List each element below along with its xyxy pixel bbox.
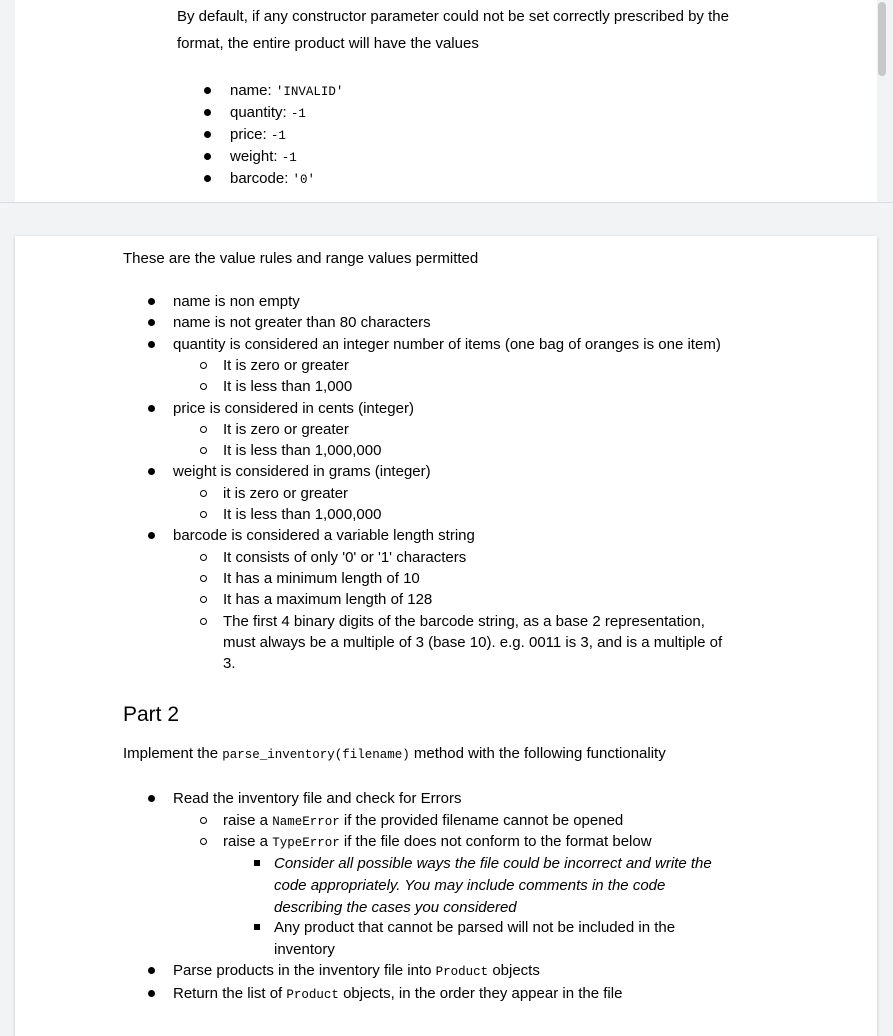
- default-name: name: 'INVALID': [230, 82, 344, 99]
- square-bullet: [254, 924, 260, 930]
- page-gap: [0, 202, 893, 236]
- default-weight: weight: -1: [230, 148, 297, 165]
- bullet: [148, 532, 155, 539]
- bullet: [148, 795, 155, 802]
- bullet: [204, 175, 211, 182]
- rule-quantity: quantity is considered an integer number of items (one bag of oranges is one item): [173, 336, 721, 353]
- part2-read-item: Read the inventory file and check for Errors: [173, 790, 462, 807]
- rule-barcode: barcode is considered a variable length string: [173, 527, 475, 544]
- sub-bullet: [200, 838, 207, 845]
- bullet: [148, 967, 155, 974]
- bullet: [148, 405, 155, 412]
- bullet: [148, 298, 155, 305]
- default-price: price: -1: [230, 126, 286, 143]
- part2-consider-1: Consider all possible ways the file could be incorrect and write the: [274, 855, 712, 872]
- bullet: [204, 87, 211, 94]
- intro-line-1: By default, if any constructor parameter could not be set correctly prescribed by the: [177, 8, 729, 25]
- scrollbar-thumb[interactable]: [878, 2, 886, 76]
- rule-barcode-sub-2: It has a minimum length of 10: [223, 570, 420, 587]
- sub-bullet: [200, 511, 207, 518]
- rule-quantity-sub-2: It is less than 1,000: [223, 378, 353, 395]
- sub-bullet: [200, 618, 207, 625]
- square-bullet: [254, 860, 260, 866]
- part2-return-item: Return the list of Product objects, in the order they appear in the file: [173, 985, 623, 1002]
- bullet: [204, 153, 211, 160]
- sub-bullet: [200, 447, 207, 454]
- default-quantity: quantity: -1: [230, 104, 306, 121]
- intro-line-2: format, the entire product will have the values: [177, 35, 479, 52]
- sub-bullet: [200, 426, 207, 433]
- sub-bullet: [200, 575, 207, 582]
- rule-barcode-sub-3: It has a maximum length of 128: [223, 591, 433, 608]
- rule-weight: weight is considered in grams (integer): [173, 463, 431, 480]
- part2-any-product-2: inventory: [274, 941, 335, 958]
- default-barcode: barcode: '0': [230, 170, 316, 187]
- rule-barcode-binary-1: The first 4 binary digits of the barcode string, as a base 2 representation,: [223, 613, 705, 630]
- part2-impl-line: Implement the parse_inventory(filename) method with the following functionality: [123, 745, 666, 762]
- rules-intro: These are the value rules and range values permitted: [123, 250, 479, 267]
- rule-weight-sub-2: It is less than 1,000,000: [223, 506, 382, 523]
- rule-price: price is considered in cents (integer): [173, 400, 414, 417]
- rule-barcode-binary-2: must always be a multiple of 3 (base 10). e.g. 0011 is 3, and is a multiple of: [223, 634, 723, 651]
- bullet: [148, 468, 155, 475]
- sub-bullet: [200, 490, 207, 497]
- rule-weight-sub-1: it is zero or greater: [223, 485, 349, 502]
- part2-name-error: raise a NameError if the provided filename cannot be opened: [223, 812, 624, 829]
- part2-parse-item: Parse products in the inventory file into Product objects: [173, 962, 540, 979]
- bullet: [204, 131, 211, 138]
- bullet: [148, 341, 155, 348]
- bullet: [204, 109, 211, 116]
- page-edge: [0, 202, 893, 203]
- part2-consider-3: describing the cases you considered: [274, 899, 517, 916]
- rule-price-sub-2: It is less than 1,000,000: [223, 442, 382, 459]
- rule-price-sub-1: It is zero or greater: [223, 421, 349, 438]
- part2-heading: Part 2: [123, 703, 180, 726]
- part2-consider-2: code appropriately. You may include comments in the code: [274, 877, 666, 894]
- sub-bullet: [200, 362, 207, 369]
- rule-barcode-binary-3: 3.: [223, 655, 236, 672]
- rule-quantity-sub-1: It is zero or greater: [223, 357, 349, 374]
- rule-name-max: name is not greater than 80 characters: [173, 314, 431, 331]
- bullet: [148, 319, 155, 326]
- part2-type-error: raise a TypeError if the file does not conform to the format below: [223, 833, 652, 850]
- rule-name-non-empty: name is non empty: [173, 293, 300, 310]
- sub-bullet: [200, 554, 207, 561]
- part2-any-product-1: Any product that cannot be parsed will not be included in the: [274, 919, 676, 936]
- sub-bullet: [200, 383, 207, 390]
- rule-barcode-sub-1: It consists of only '0' or '1' characters: [223, 549, 467, 566]
- bullet: [148, 990, 155, 997]
- sub-bullet: [200, 596, 207, 603]
- sub-bullet: [200, 817, 207, 824]
- document-page-top: [15, 0, 877, 202]
